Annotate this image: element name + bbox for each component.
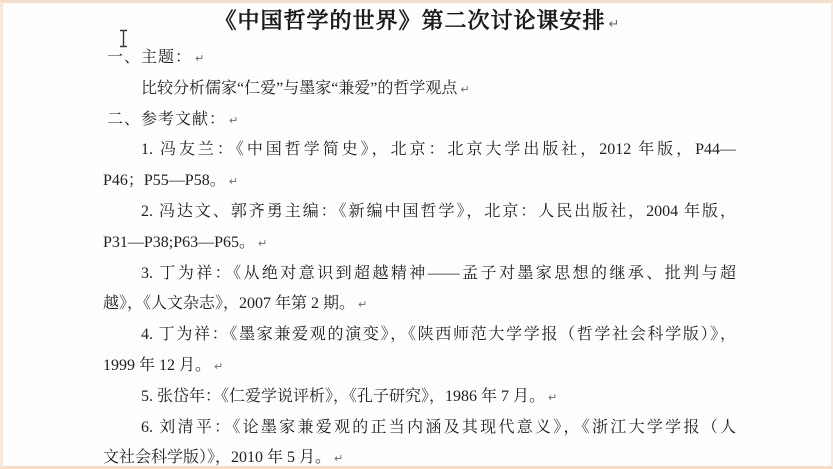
paragraph-mark: ↵	[608, 17, 620, 32]
reference-1-line-1	[141, 135, 736, 166]
body-text-line: 5. 张岱年：《仁爱学说评析》，《孔子研究》，1986 年 7 月。	[141, 387, 546, 405]
body-text-line: P46；P55—P58。	[103, 172, 226, 190]
paragraph-mark: ↵	[195, 52, 205, 65]
document-title-text: 《中国哲学的世界》第二次讨论课安排	[214, 8, 606, 33]
reference-2-line-1	[141, 197, 736, 228]
heading-text: 二、参考文献：	[107, 110, 227, 128]
body-text-line: 6. 刘清平：《论墨家兼爱观的正当内涵及其现代意义》，《浙江大学学报（人	[141, 418, 736, 436]
body-text-line: 1. 冯友兰：《中国哲学简史》，北京：北京大学出版社，2012 年版，P44—	[141, 141, 736, 159]
heading-text: 一、主题：	[107, 49, 193, 66]
section-heading-references	[107, 105, 736, 136]
body-text-line: 越》，《人文杂志》，2007 年第 2 期。	[103, 295, 356, 313]
paragraph-mark: ↵	[334, 452, 344, 466]
body-text-line: 2. 冯达文、郭齐勇主编：《新编中国哲学》，北京：人民出版社，2004 年版，	[141, 202, 736, 220]
paragraph-mark: ↵	[214, 359, 224, 373]
body-text-line: 1999 年 12 月。	[103, 356, 212, 374]
reference-2-line-2	[103, 228, 736, 259]
reference-4-line-2	[103, 351, 736, 382]
body-text-line: 比较分析儒家“仁爱”与墨家“兼爱”的哲学观点	[141, 79, 458, 97]
section-heading-topic	[107, 43, 736, 74]
body-text-line: 3. 丁为祥：《从绝对意识到超越精神——孟子对墨家思想的继承、批判与超	[141, 264, 736, 282]
reference-6-line-1	[141, 413, 736, 444]
reference-4-line-1	[141, 320, 736, 351]
paragraph-mark: ↵	[229, 113, 239, 127]
body-text-line: 4. 丁为祥：《墨家兼爱观的演变》，《陕西师范大学学报（哲学社会科学版）》，	[141, 326, 736, 344]
document-body[interactable]	[103, 43, 736, 469]
reference-3-line-2	[103, 289, 736, 320]
body-text-line: 文社会科学版）》，2010 年 5 月。	[103, 449, 332, 467]
reference-3-line-1	[141, 259, 736, 290]
paragraph-mark: ↵	[258, 236, 268, 250]
reference-6-line-2	[103, 443, 736, 469]
paragraph-mark: ↵	[548, 390, 558, 404]
topic-description-line	[141, 74, 736, 105]
body-text-line: P31—P38;P63—P65。	[103, 233, 256, 251]
paragraph-mark: ↵	[358, 298, 368, 312]
paragraph-mark: ↵	[460, 82, 470, 96]
paragraph-mark: ↵	[228, 175, 238, 189]
reference-5-line-1	[141, 382, 736, 413]
reference-1-line-2	[103, 166, 736, 197]
